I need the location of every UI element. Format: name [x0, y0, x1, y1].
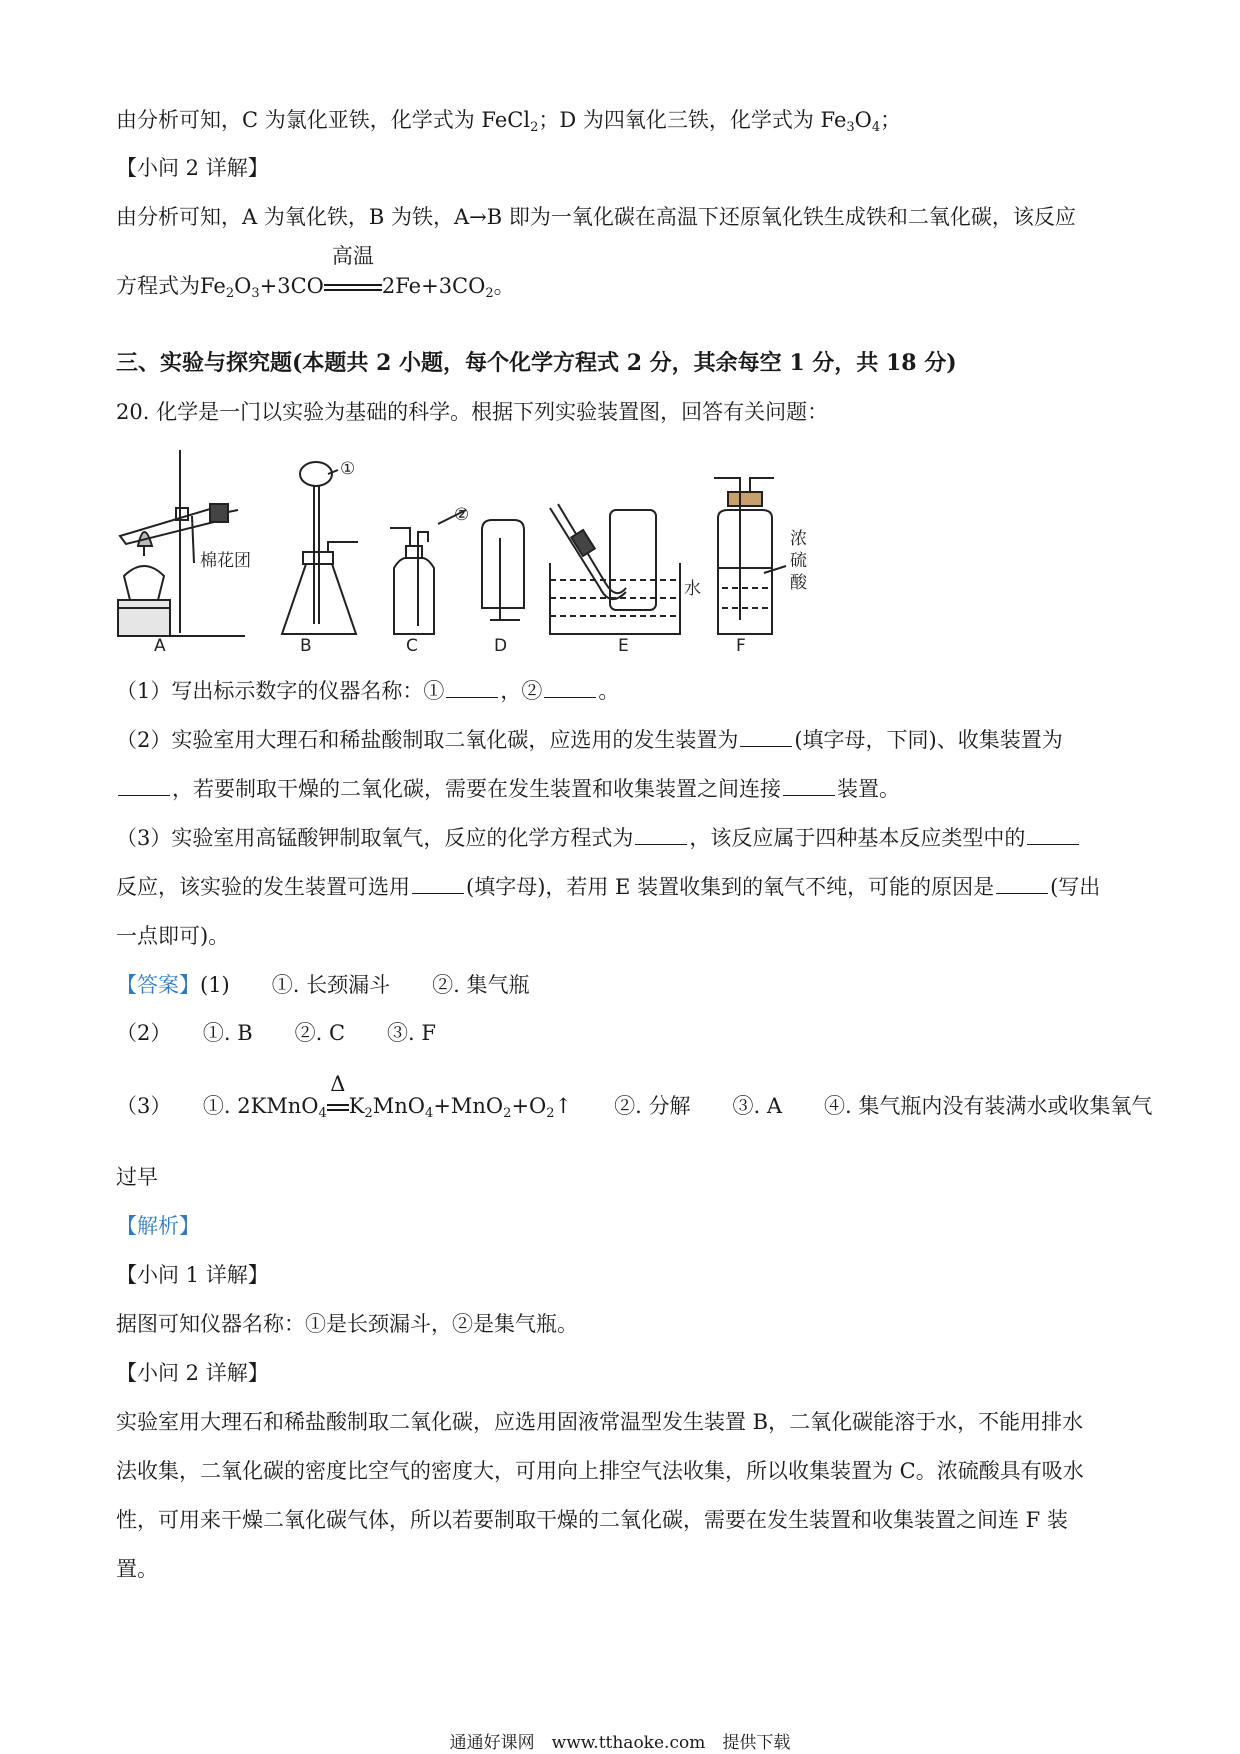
section3-heading: 三、实验与探究题(本题共 2 小题，每个化学方程式 2 分，其余每空 1 分，共 18 分) — [116, 350, 957, 376]
text: 。 — [598, 679, 620, 703]
text: ，若要制取干燥的二氧化碳，需要在发生装置和收集装置之间连接 — [172, 777, 781, 801]
subscript: 4 — [425, 1106, 434, 1121]
analysis-sub2-heading: 【小问 2 详解】 — [116, 1361, 269, 1385]
condition-label: 高温 — [331, 244, 374, 268]
blank — [996, 892, 1048, 894]
subscript: 2 — [485, 286, 494, 301]
label-acid-3: 酸 — [790, 573, 807, 593]
apparatus-d — [482, 520, 524, 620]
subscript: 2 — [546, 1106, 555, 1121]
label-cotton: 棉花团 — [200, 551, 251, 571]
text: （1）写出标示数字的仪器名称：① — [116, 679, 445, 703]
q3-line3: 一点即可)。 — [116, 924, 230, 948]
answer-line1 — [116, 973, 529, 998]
condition-label: Δ — [330, 1072, 346, 1096]
subscript: 2 — [225, 286, 235, 301]
q2-line1 — [116, 728, 1063, 753]
subscript: 2 — [530, 120, 539, 135]
answer-tag: 【答案】 — [116, 973, 200, 997]
apparatus-f — [714, 478, 774, 634]
blank — [740, 745, 792, 747]
page-footer: 通通好课网 www.tthaoke.com 提供下载 — [449, 1733, 791, 1753]
blank — [412, 892, 464, 894]
label-acid-1: 浓 — [790, 529, 807, 549]
label-c: C — [406, 636, 418, 653]
reaction-condition — [327, 1072, 349, 1119]
equals-sign — [324, 284, 382, 291]
text: O — [854, 108, 872, 132]
sub2-text: 由分析可知，A 为氧化铁，B 为铁，A→B 即为一氧化碳在高温下还原氧化铁生成铁和二氧化碳，该反应 — [116, 205, 1076, 229]
text: 由分析可知，C 为氯化亚铁，化学式为 FeCl — [116, 108, 531, 132]
blank — [783, 794, 835, 796]
sub2-heading: 【小问 2 详解】 — [116, 156, 269, 180]
text: （3）实验室用高锰酸钾制取氧气，反应的化学方程式为 — [116, 826, 634, 850]
equals-sign — [327, 1104, 349, 1111]
label-a: A — [154, 636, 166, 653]
analysis-tag: 【解析】 — [116, 1214, 200, 1238]
question20-stem: 20. 化学是一门以实验为基础的科学。根据下列实验装置图，回答有关问题： — [116, 400, 829, 424]
apparatus-e — [550, 504, 680, 634]
text: (写出 — [1050, 875, 1101, 899]
subscript: 3 — [251, 286, 260, 301]
analysis-line-c-d — [116, 108, 901, 136]
formula: MnO — [372, 1094, 426, 1118]
analysis-sub1-text: 据图可知仪器名称：①是长颈漏斗，②是集气瓶。 — [116, 1312, 578, 1336]
blank — [635, 843, 687, 845]
label-b: B — [300, 636, 312, 653]
text: (填字母，下同)、收集装置为 — [794, 728, 1063, 752]
text: 装置。 — [837, 777, 900, 801]
subscript: 4 — [871, 120, 881, 135]
formula: +O — [511, 1094, 547, 1118]
apparatus-b — [282, 462, 358, 634]
analysis-sub2-line1: 实验室用大理石和稀盐酸制取二氧化碳，应选用固液常温型发生装置 B，二氧化碳能溶于水，不能用排水 — [116, 1410, 1084, 1434]
text: ，该反应属于四种基本反应类型中的 — [689, 826, 1026, 850]
blank — [1027, 843, 1079, 845]
answer-line2: （2） ①. B ②. C ③. F — [116, 1021, 436, 1045]
subscript: 3 — [846, 120, 855, 135]
formula: K — [348, 1094, 365, 1118]
label-d: D — [494, 636, 508, 653]
blank — [544, 696, 596, 698]
q3-line2 — [116, 875, 1100, 900]
formula: +3CO — [259, 274, 324, 298]
answer-line3-wrap: 过早 — [116, 1165, 158, 1189]
label-e: E — [618, 636, 629, 653]
equation-line — [116, 244, 515, 302]
text: （2）实验室用大理石和稀盐酸制取二氧化碳，应选用的发生装置为 — [116, 728, 739, 752]
text: ↑ ②. 分解 ③. A ④. 集气瓶内没有装满水或收集氧气 — [554, 1094, 1153, 1118]
text: ，② — [500, 679, 543, 703]
analysis-sub1-heading: 【小问 1 详解】 — [116, 1263, 269, 1287]
formula: （3） ①. 2KMnO — [116, 1094, 319, 1118]
text: (1) ①. 长颈漏斗 ②. 集气瓶 — [200, 973, 530, 997]
q3-line1 — [116, 826, 1081, 851]
subscript: 2 — [364, 1106, 373, 1121]
q1 — [116, 679, 619, 704]
text: ；D 为四氧化三铁，化学式为 Fe — [538, 108, 847, 132]
subscript: 2 — [503, 1106, 512, 1121]
text: 方程式为 — [116, 274, 200, 298]
label-circle1: ① — [340, 459, 356, 479]
text: 。 — [493, 274, 515, 298]
formula: +MnO — [433, 1094, 504, 1118]
formula: O — [234, 274, 252, 298]
analysis-sub2-line2: 法收集，二氧化碳的密度比空气的密度大，可用向上排空气法收集，所以收集装置为 C。浓硫酸具有吸水 — [116, 1459, 1084, 1483]
label-water: 水 — [684, 579, 701, 599]
reaction-condition — [324, 244, 382, 299]
analysis-sub2-line4: 置。 — [116, 1557, 158, 1581]
subscript: 4 — [318, 1106, 327, 1121]
formula: Fe — [200, 274, 226, 298]
q2-line2 — [116, 777, 900, 802]
text: (填字母)，若用 E 装置收集到的氧气不纯，可能的原因是 — [466, 875, 995, 899]
label-f: F — [736, 636, 746, 653]
label-circle2: ② — [454, 505, 470, 525]
label-acid-2: 硫 — [790, 551, 807, 571]
blank — [446, 696, 498, 698]
analysis-sub2-line3: 性，可用来干燥二氧化碳气体，所以若要制取干燥的二氧化碳，需要在发生装置和收集装置之间连 F 装 — [116, 1508, 1068, 1532]
apparatus-c — [390, 528, 434, 634]
text: 反应，该实验的发生装置可选用 — [116, 875, 410, 899]
formula: 2Fe+3CO — [381, 274, 486, 298]
text: ； — [880, 108, 902, 132]
apparatus-figure — [110, 448, 910, 653]
answer-line3 — [116, 1072, 1153, 1122]
apparatus-a — [118, 450, 245, 636]
blank — [118, 794, 170, 796]
